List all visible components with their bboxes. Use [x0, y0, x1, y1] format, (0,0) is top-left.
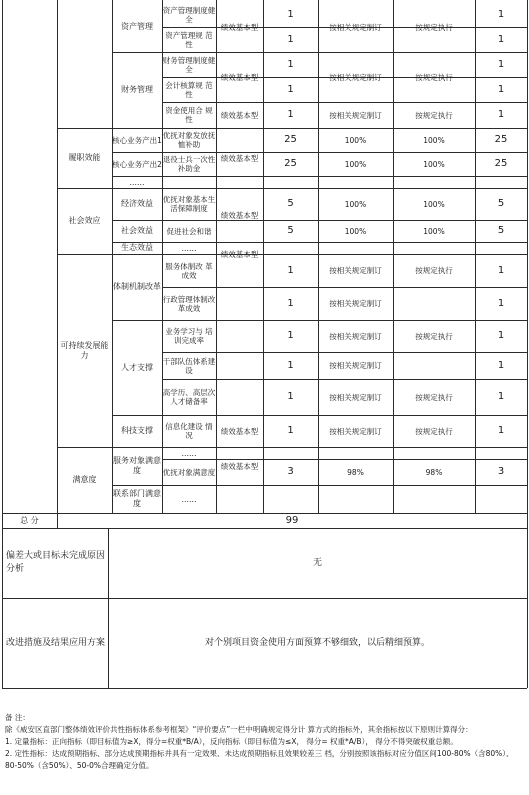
target-admin-reform: 按相关规定制订	[329, 299, 382, 308]
indicator-finance-system: 财务管理制度健全	[162, 55, 216, 74]
subcategory-core-output-2: 核心业务产出2	[112, 159, 162, 169]
score-it: 1	[497, 425, 505, 436]
subcategory-ecological: 生态效益	[121, 243, 153, 252]
indicator-cadre-system: 干部队伍体系建设	[162, 356, 216, 375]
total-value: 99	[285, 514, 299, 526]
score-finance-system: 1	[497, 58, 505, 70]
target-finance: 按相关规定制订	[329, 72, 382, 82]
notes-line-3: 2. 定性指标：达成预期指标、部分达成预期指标并具有一定效果、未达成预期指标且效果较差三 档，分别按照该指标对应分值区间100-80%（含80%）、80-50%（含50%）、50-0%合理确定分值。	[5, 749, 514, 770]
weight-economic: 5	[287, 198, 294, 209]
actual-economic: 100%	[423, 199, 445, 209]
category-performance: 履职效能	[68, 153, 101, 162]
target-asset: 按相关规定制订	[329, 22, 382, 32]
indicator-service-reform: 服务体制改 革成效	[165, 261, 213, 280]
weight-accounting-norm: 1	[287, 83, 294, 95]
indicator-fund-compliance: 资金使用合 规性	[165, 106, 213, 124]
indicator-social-harmony: 促进社会和谐	[166, 226, 212, 236]
actual-core-1: 100%	[423, 135, 445, 145]
subcategory-tech: 科技支撑	[121, 426, 153, 435]
score-training: 1	[497, 330, 505, 341]
score-satisfaction: 3	[497, 466, 505, 477]
type-tech: 绩效基本型	[220, 426, 259, 436]
target-service-reform: 按相关规定制订	[329, 266, 382, 275]
weight-service-reform: 1	[287, 264, 294, 276]
category-social-effect: 社会效应	[68, 216, 101, 225]
weight-asset-system: 1	[287, 8, 294, 20]
score-economic: 5	[497, 198, 505, 209]
weight-social: 5	[287, 225, 294, 236]
subcategory-service-satisfaction: 服务对象满意度	[113, 456, 161, 475]
subcategory-talent: 人才支撑	[121, 362, 153, 372]
score-fund-compliance: 1	[497, 109, 505, 120]
notes-line-1: 除《威安区直部门整体绩效评价共性指标体系参考框架》“评价要点”一栏中明确规定得分计 算方式的指标外，其余指标按以下原则计算得分：	[5, 725, 473, 734]
subcategory-asset-mgmt: 资产管理	[121, 22, 153, 31]
target-fund: 按相关规定制订	[329, 110, 382, 120]
subcategory-system-reform: 体制机制改革	[113, 282, 161, 291]
score-social: 5	[497, 225, 505, 236]
indicator-dept-ellipsis: ……	[181, 494, 197, 504]
improve-value: 对个别项目资金使用方面预算不够细致，以后精细预算。	[204, 637, 430, 648]
actual-fund: 按规定执行	[415, 110, 453, 120]
target-talent-reserve: 按相关规定制订	[329, 392, 382, 402]
subcategory-finance-mgmt: 财务管理	[121, 85, 153, 94]
score-accounting-norm: 1	[497, 83, 505, 95]
score-admin-reform: 1	[497, 297, 505, 309]
type-social: 绩效基本型	[220, 210, 259, 220]
actual-finance: 按规定执行	[415, 72, 453, 82]
target-training: 按相关规定制订	[329, 331, 382, 341]
weight-talent-reserve: 1	[287, 391, 294, 402]
indicator-it-construction: 信息化建设 情况	[165, 422, 213, 440]
actual-core-2: 100%	[423, 159, 445, 169]
weight-it: 1	[287, 425, 294, 436]
actual-service-reform: 按规定执行	[415, 266, 453, 275]
type-fund: 绩效基本型	[220, 110, 259, 120]
target-cadre: 按相关规定制订	[329, 361, 382, 370]
weight-finance-system: 1	[287, 58, 294, 70]
indicator-living-security: 优抚对象基本生活保障制度	[162, 195, 216, 213]
type-asset: 绩效基本型	[220, 22, 259, 32]
weight-admin-reform: 1	[287, 297, 294, 309]
indicator-pension-subsidy: 优抚对象发放抚恤补助	[162, 131, 216, 149]
subcategory-economic: 经济效益	[121, 199, 153, 208]
target-core-2: 100%	[344, 159, 367, 169]
score-service-reform: 1	[497, 264, 505, 276]
indicator-ecological-ellipsis: ……	[181, 243, 197, 253]
category-sustainability: 可持续发展能力	[60, 340, 109, 360]
type-core: 绩效基本型	[220, 153, 259, 163]
actual-talent-reserve: 按规定执行	[415, 392, 453, 402]
type-finance: 绩效基本型	[220, 72, 259, 82]
deviation-value: 无	[312, 557, 322, 568]
indicator-veteran-subsidy: 退役士兵一次性补助金	[162, 155, 216, 173]
category-satisfaction: 满意度	[72, 475, 97, 484]
subcategory-ellipsis: ……	[129, 177, 145, 187]
score-asset-system: 1	[497, 8, 505, 20]
weight-asset-norm: 1	[287, 33, 294, 45]
target-satisfaction: 98%	[347, 467, 364, 477]
actual-it: 按规定执行	[415, 426, 453, 436]
indicator-pension-satisfaction: 优抚对象满意度	[162, 467, 216, 477]
actual-asset: 按规定执行	[415, 22, 453, 32]
improve-label: 改进措施及结果应用方案	[6, 637, 106, 648]
weight-fund-compliance: 1	[287, 109, 294, 120]
actual-training: 按规定执行	[415, 331, 453, 341]
indicator-accounting-norm: 会计核算规 范性	[165, 80, 213, 99]
target-social: 100%	[344, 226, 367, 236]
subcategory-dept-satisfaction: 联系部门满意度	[113, 489, 161, 508]
subcategory-social: 社会效益	[121, 226, 153, 235]
subcategory-core-output-1: 核心业务产出1	[112, 135, 162, 145]
deviation-label: 偏差大或目标未完成原因分析	[6, 551, 106, 574]
notes-heading: 备 注：	[5, 713, 30, 722]
actual-satisfaction: 98%	[425, 467, 443, 477]
score-cadre: 1	[497, 359, 505, 371]
actual-social: 100%	[423, 226, 445, 236]
target-it: 按相关规定制订	[329, 426, 382, 436]
score-asset-norm: 1	[497, 33, 505, 45]
notes-section	[5, 712, 525, 772]
target-core-1: 100%	[344, 135, 367, 145]
weight-core-2: 25	[284, 158, 297, 169]
total-label: 总 分	[20, 515, 39, 525]
notes-line-2: 1. 定量指标：正向指标（即目标值为≥X，得分=权重*B/A），反向指标（即目标值为≤X， 得分= 权重*A/B）， 得分不得突破权重总额。	[5, 737, 458, 746]
weight-training: 1	[287, 330, 294, 341]
indicator-training-rate: 业务学习与 培训完成率	[165, 327, 213, 345]
indicator-admin-reform: 行政管理体制改革成效	[162, 294, 216, 313]
weight-satisfaction: 3	[287, 466, 294, 477]
target-economic: 100%	[344, 199, 367, 209]
type-satisfaction: 绩效基本型	[220, 461, 259, 471]
indicator-asset-norm: 资产管理规 范性	[165, 30, 213, 49]
indicator-tech-ellipsis: ……	[181, 448, 197, 458]
score-core-2: 25	[494, 158, 508, 169]
score-core-1: 25	[494, 134, 508, 145]
weight-core-1: 25	[284, 134, 297, 145]
indicator-talent-reserve: 高学历、高层次人才储备率	[162, 388, 216, 406]
score-talent-reserve: 1	[497, 391, 505, 402]
type-ecological: 绩效基本型	[220, 249, 259, 259]
indicator-asset-system: 资产管理制度健全	[162, 5, 216, 24]
weight-cadre: 1	[287, 359, 294, 371]
